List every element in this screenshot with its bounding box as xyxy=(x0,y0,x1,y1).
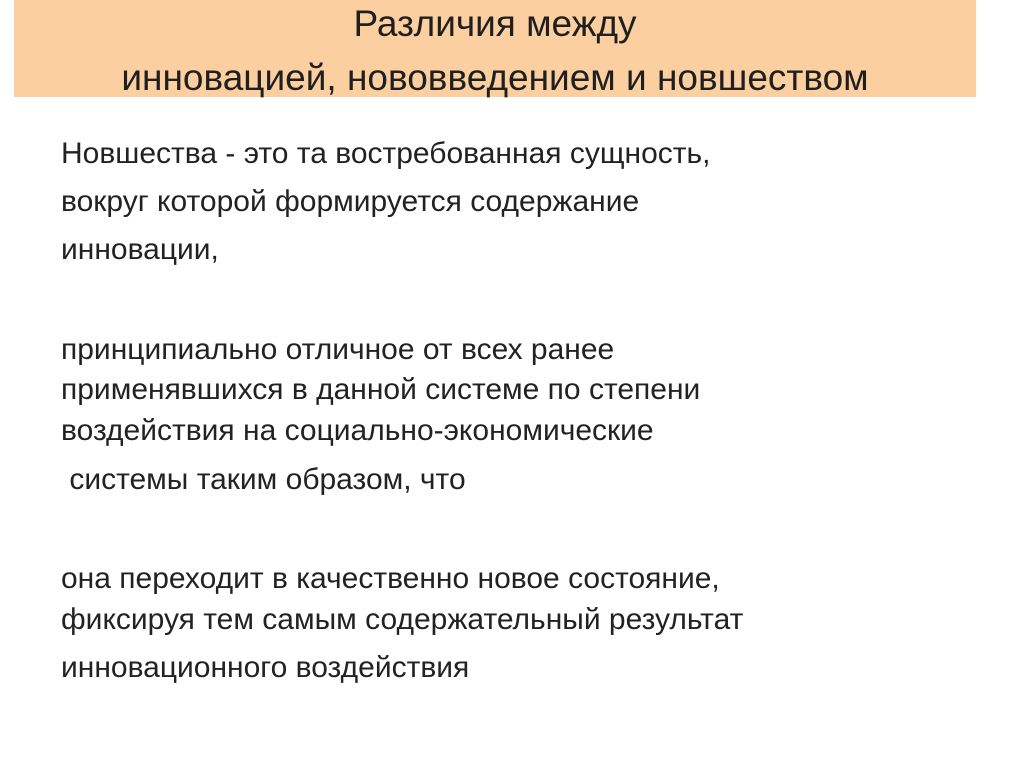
paragraph-3-line-1: она переходит в качественно новое состояние, xyxy=(61,562,720,595)
paragraph-1-line-3: инновации, xyxy=(61,233,219,266)
paragraph-3-line-2: фиксируя тем самым содержательный результат xyxy=(61,603,744,636)
paragraph-1-line-1: Новшества - это та востребованная сущность, xyxy=(61,137,711,170)
paragraph-3-line-3: инновационного воздействия xyxy=(61,651,470,684)
paragraph-2-line-3: воздействия на социально-экономические xyxy=(61,414,654,447)
title-line-1: Различия между xyxy=(353,3,637,44)
title-line-2: инновацией, нововведением и новшеством xyxy=(121,57,869,98)
paragraph-2-line-4: системы таким образом, что xyxy=(61,463,466,496)
title-banner xyxy=(14,0,976,97)
paragraph-1-line-2: вокруг которой формируется содержание xyxy=(61,185,640,218)
paragraph-2-line-1: принципиально отличное от всех ранее xyxy=(61,333,615,366)
paragraph-2-line-2: применявшихся в данной системе по степени xyxy=(61,373,701,406)
